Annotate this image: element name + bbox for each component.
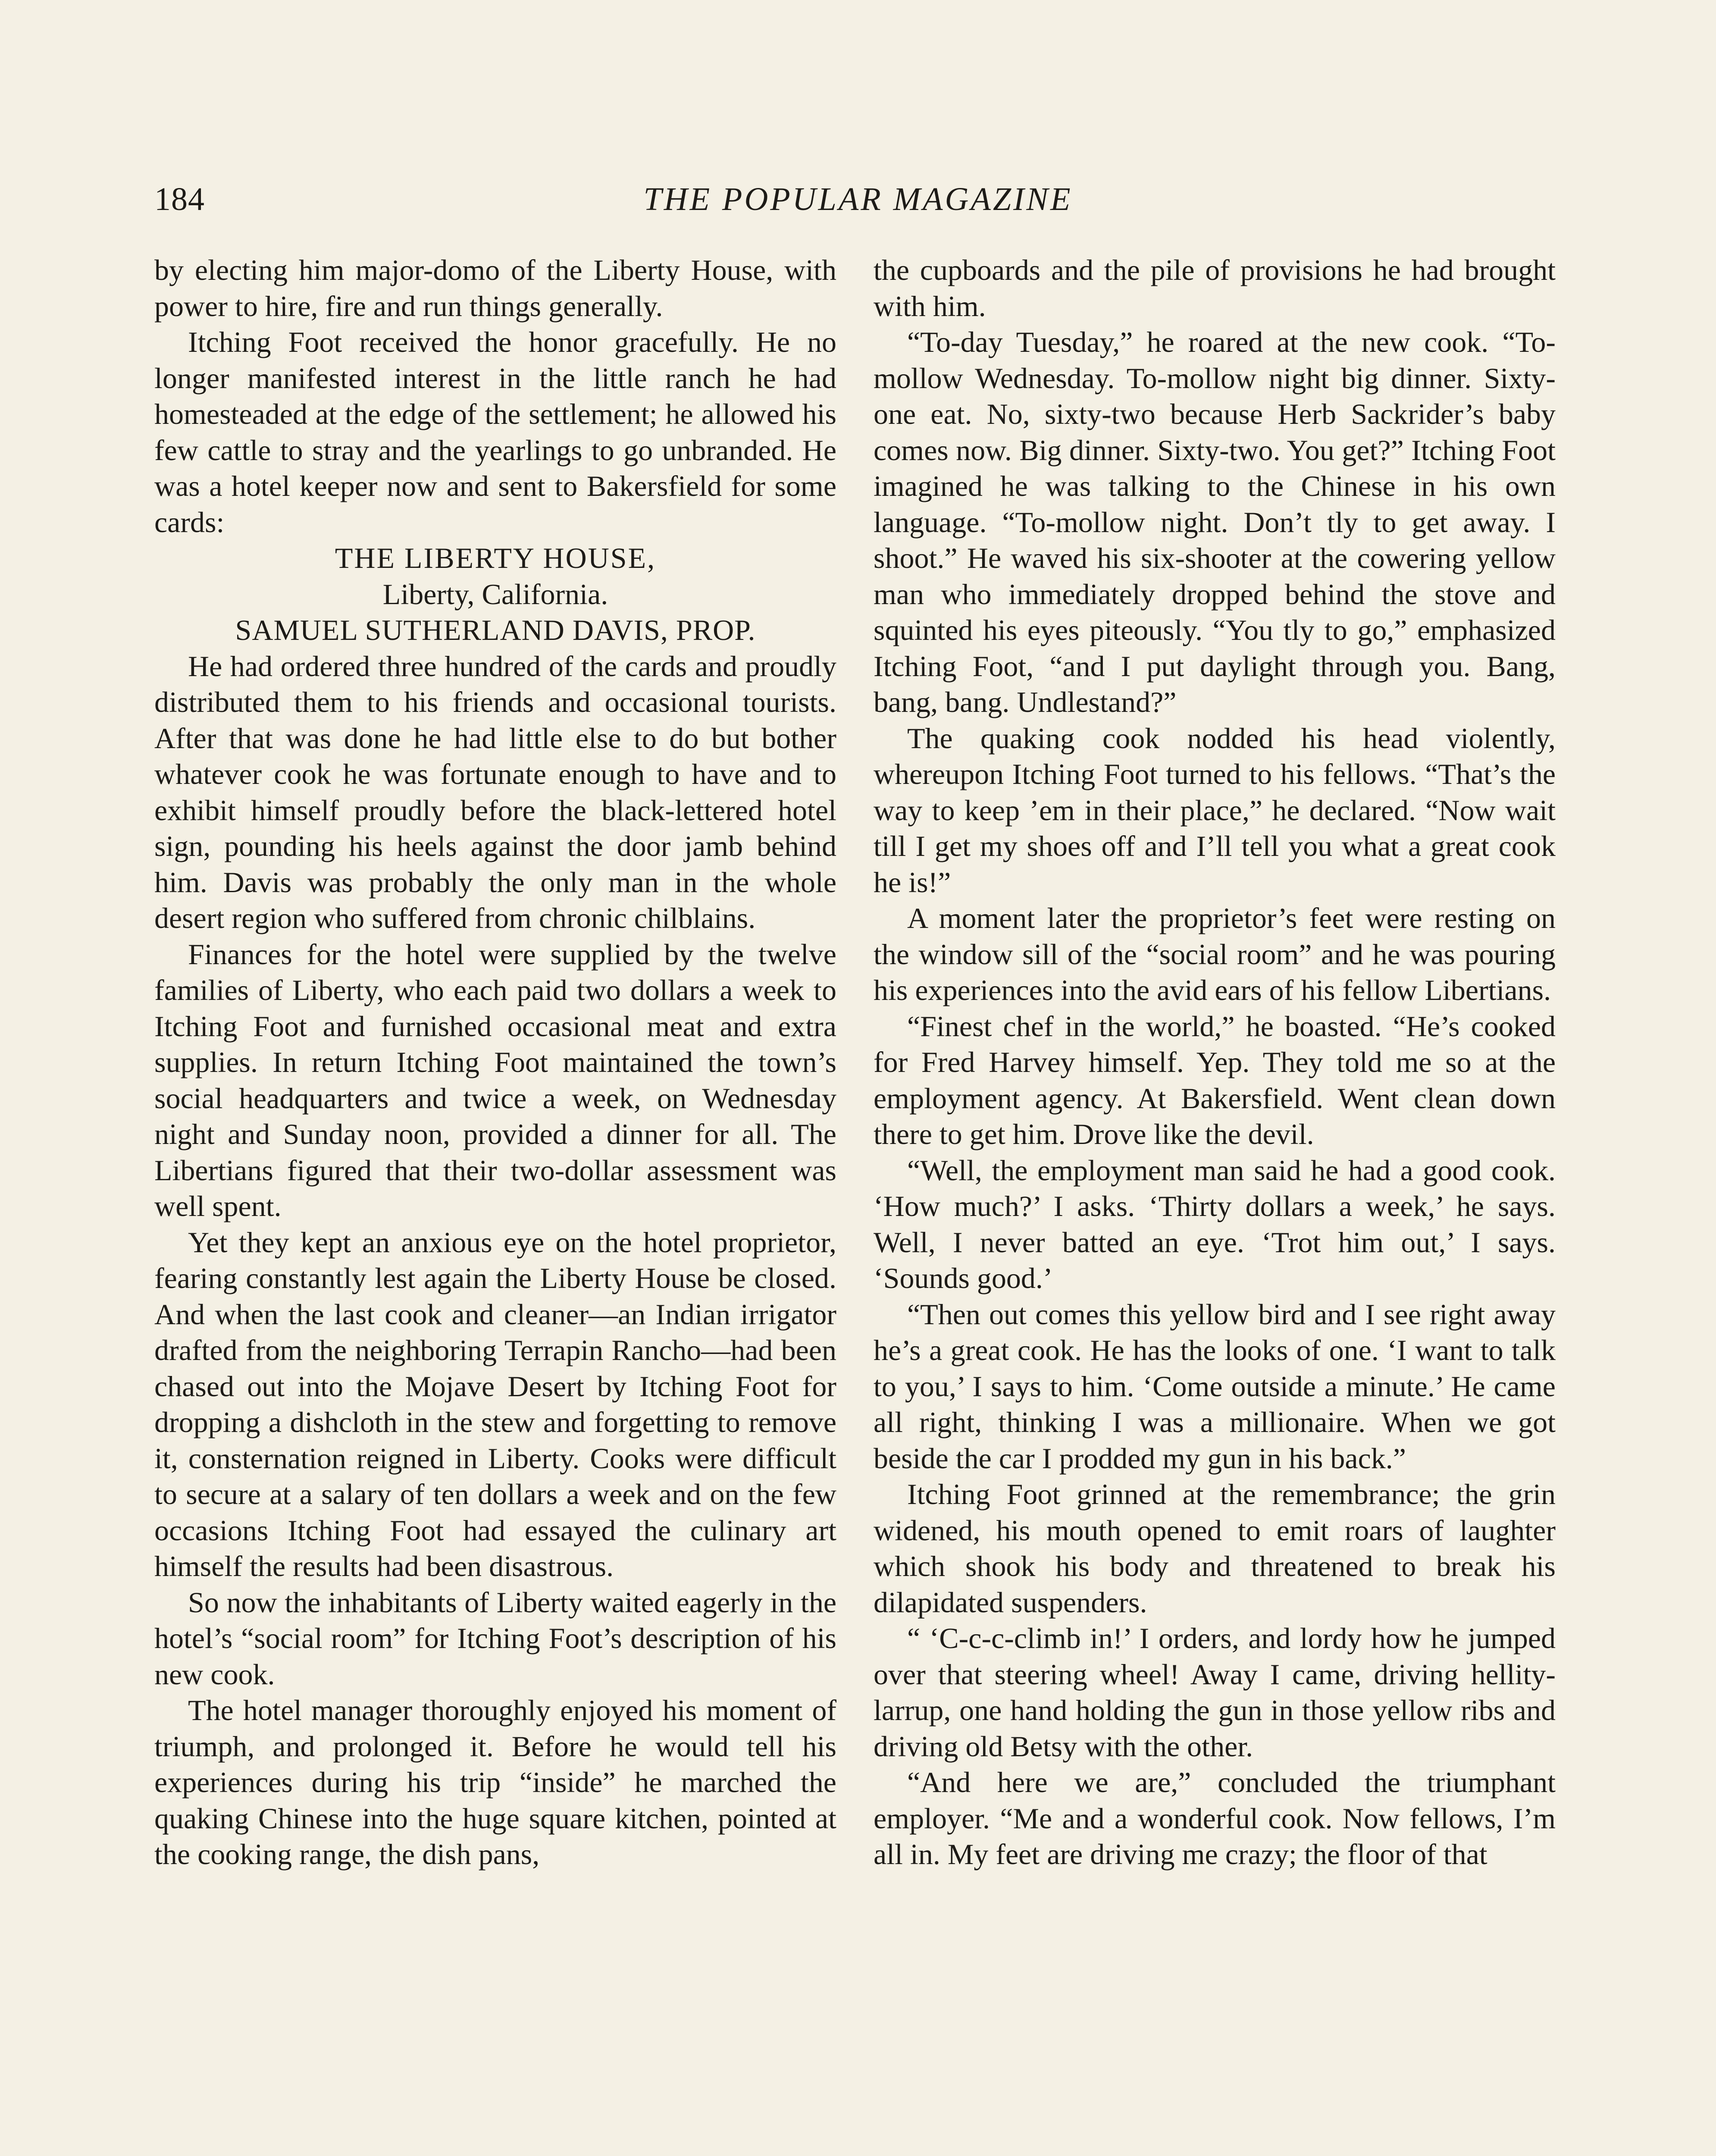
right-column bbox=[874, 252, 1556, 1873]
paragraph: “Then out comes this yellow bird and I see right away he’s a great cook. He has the looks of one. ‘I want to talk to you,’ I says to him. ‘Come outside a minute.’ He came all right, thinking I was a millionaire. When we got beside the car I prodded my gun in his back.” bbox=[874, 1297, 1556, 1475]
paragraph: Itching Foot received the honor gracefully. He no longer manifested interest in the little ranch he had homesteaded at the edge of the settlement; he allowed his few cattle to stray and the yearlings to go unbranded. He was a hotel keeper now and sent to Bakersfield for some cards: bbox=[154, 326, 836, 539]
paragraph: The hotel manager thoroughly enjoyed his moment of triumph, and prolonged it. Before he would tell his experiences during his trip “inside” he marched the quaking Chinese into the huge square kitchen, pointed at the cooking range, the dish pans, bbox=[154, 1694, 836, 1871]
page-number: 184 bbox=[154, 181, 205, 217]
left-column bbox=[154, 252, 836, 1873]
paragraph: “And here we are,” concluded the triumphant employer. “Me and a wonderful cook. Now fellows, I’m all in. My feet are driving me crazy; the floor of that bbox=[874, 1766, 1556, 1871]
card-hotel-name: THE LIBERTY HOUSE, bbox=[335, 542, 656, 574]
running-title: THE POPULAR MAGAZINE bbox=[643, 181, 1073, 217]
paragraph: “To-day Tuesday,” he roared at the new cook. “To-mollow Wednesday. To-mollow night big dinner. Sixty-one eat. No, sixty-two because Herb Sackrider’s baby comes now. Big dinner. Sixty-two. You get?” Itching Foot imagined he was talking to the Chinese in his own language. “To-mollow night. Don’t tly to get away. I shoot.” He waved his six-shooter at the cowering yellow man who immediately dropped behind the stove and squinted his eyes piteously. “You tly to go,” emphasized Itching Foot, “and I put daylight through you. Bang, bang, bang. Undlestand?” bbox=[874, 326, 1556, 718]
paragraph: “Well, the employment man said he had a good cook. ‘How much?’ I asks. ‘Thirty dollars a week,’ he says. Well, I never batted an eye. ‘Trot him out,’ I says. ‘Sounds good.’ bbox=[874, 1153, 1556, 1294]
paragraph: The quaking cook nodded his head violently, whereupon Itching Foot turned to his fellows. “That’s the way to keep ’em in their place,” he declared. “Now wait till I get my shoes off and I’ll tell you what a great cook he is!” bbox=[874, 721, 1556, 899]
paragraph: He had ordered three hundred of the cards and proudly distributed them to his friends and occasional tourists. After that was done he had little else to do but bother whatever cook he was fortunate enough to have and to exhibit himself proudly before the black-lettered hotel sign, pounding his heels against the door jamb behind him. Davis was probably the only man in the whole desert region who suffered from chronic chilblains. bbox=[154, 649, 836, 934]
paragraph: “Finest chef in the world,” he boasted. “He’s cooked for Fred Harvey himself. Yep. They told me so at the employment agency. At Bakersfield. Went clean down there to get him. Drove like the devil. bbox=[874, 1009, 1556, 1150]
paragraph: A moment later the proprietor’s feet were resting on the window sill of the “social room” and he was pouring his experiences into the avid ears of his fellow Libertians. bbox=[874, 902, 1556, 1006]
paragraph: Yet they kept an anxious eye on the hotel proprietor, fearing constantly lest again the Liberty House be closed. And when the last cook and cleaner—an Indian irrigator drafted from the neighboring Terrapin Rancho—had been chased out into the Mojave Desert by Itching Foot for dropping a dishcloth in the stew and forgetting to remove it, consternation reigned in Liberty. Cooks were difficult to secure at a salary of ten dollars a week and on the few occasions Itching Foot had essayed the culinary art himself the results had been disastrous. bbox=[154, 1225, 836, 1583]
paragraph: “ ‘C-c-c-climb in!’ I orders, and lordy how he jumped over that steering wheel! Away I came, driving hellity-larrup, one hand holding the gun in those yellow ribs and driving old Betsy with the other. bbox=[874, 1622, 1556, 1763]
card-proprietor: SAMUEL SUTHERLAND DAVIS, PROP. bbox=[235, 614, 756, 646]
paragraph: Itching Foot grinned at the remembrance; the grin widened, his mouth opened to emit roars of laughter which shook his body and threatened to break his dilapidated suspenders. bbox=[874, 1478, 1556, 1619]
paragraph: So now the inhabitants of Liberty waited eagerly in the hotel’s “social room” for Itching Foot’s description of his new cook. bbox=[154, 1586, 836, 1691]
business-card-text bbox=[154, 540, 836, 649]
card-location: Liberty, California. bbox=[382, 577, 608, 611]
paragraph: the cupboards and the pile of provisions he had brought with him. bbox=[874, 254, 1556, 323]
paragraph: Finances for the hotel were supplied by the twelve families of Liberty, who each paid two dollars a week to Itching Foot and furnished occasional meat and extra supplies. In return Itching Foot maintained the town’s social headquarters and twice a week, on Wednesday night and Sunday noon, provided a dinner for all. The Libertians figured that their two-dollar assessment was well spent. bbox=[154, 937, 836, 1222]
paragraph: by electing him major-domo of the Liberty House, with power to hire, fire and run things generally. bbox=[154, 254, 836, 323]
